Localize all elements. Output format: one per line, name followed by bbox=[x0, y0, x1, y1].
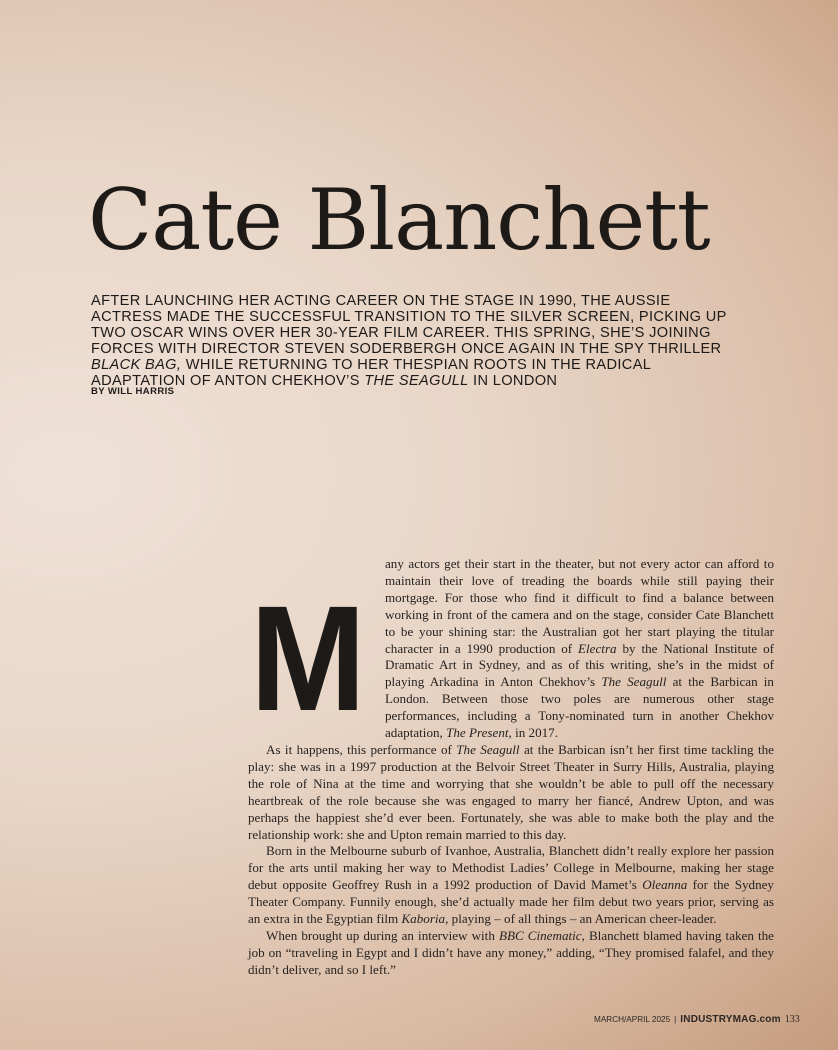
dek-play-title: THE SEAGULL bbox=[364, 373, 469, 389]
article-dek bbox=[91, 293, 731, 389]
dek-text-1: AFTER LAUNCHING HER ACTING CAREER ON THE STAGE IN 1990, THE AUSSIE ACTRESS MADE THE SUCCESSFUL TRANSITION TO THE SILVER SCREEN, PICKING UP TWO OSCAR WINS OVER HER 30-YEAR FILM CAREER. THIS SPRING, SHE’S JOINING FORCES WITH DIRECTOR STEVEN SODERBERGH ONCE AGAIN IN THE SPY THRILLER bbox=[91, 293, 727, 357]
article-body bbox=[248, 556, 774, 979]
footer-issue: MARCH/APRIL 2025 bbox=[594, 1015, 671, 1024]
page-number: 133 bbox=[784, 1014, 800, 1025]
dek-film-title: BLACK BAG, bbox=[91, 357, 182, 373]
footer-site-link[interactable]: INDUSTRYMAG.com bbox=[680, 1014, 781, 1025]
article-title: Cate Blanchett bbox=[88, 171, 710, 269]
footer-separator: | bbox=[674, 1015, 677, 1024]
body-paragraph-4: When brought up during an interview with BBC Cinematic, Blanchett blamed having taken the job on “traveling in Egypt and I didn’t have any money,” adding, “They promised falafel, and they didn’t deliver, and so I left.” bbox=[248, 927, 774, 977]
byline: BY WILL HARRIS bbox=[91, 386, 175, 397]
body-paragraph-3: Born in the Melbourne suburb of Ivanhoe, Australia, Blanchett didn’t really explore her passion for the arts until making her way to Methodist Ladies’ College in Melbourne, making her stage debut opposite Geoffrey Rush in a 1992 production of David Mamet’s Oleanna for the Sydney Theater Company. Funnily enough, she’d actually made her film debut two years prior, serving as an extra in the Egyptian film Kaboria, playing – of all things – an American cheer-leader. bbox=[248, 843, 774, 927]
page-footer bbox=[594, 1014, 800, 1025]
dek-text-3: IN LONDON bbox=[468, 373, 558, 389]
dek-text-2: WHILE RETURNING TO HER THESPIAN ROOTS IN THE RADICAL ADAPTATION OF ANTON CHEKHOV’S bbox=[91, 357, 651, 389]
body-paragraph-2: As it happens, this performance of The Seagull at the Barbican isn’t her first time tackling the play: she was in a 1997 production at the Belvoir Street Theater in Surry Hills, Australia, playing the role of Nina at the time and worrying that she wouldn’t be able to pull off the necessary heartbreak of the role because she was engaged to marry her fiancé, Andrew Upton, and was perhaps the happiest she’d ever been. Fortunately, she was able to make both the play and the relationship work: she and Upton remain married to this day. bbox=[248, 741, 774, 842]
drop-cap-letter: M bbox=[250, 575, 366, 710]
body-paragraph-1: any actors get their start in the theater, but not every actor can afford to maintain their love of treading the boards while still paying their mortgage. For those who find it difficult to find a balance between working in front of the camera and on the stage, consider Cate Blanchett to be your shining star: the Australian got her start playing the titular character in a 1990 production of Electra by the National Institute of Dramatic Art in Sydney, and as of this writing, she’s in the midst of playing Arkadina in Anton Chekhov’s The Seagull at the Barbican in London. Between those two poles are numerous other stage performances, including a Tony-nominated turn in another Chekhov adaptation, The Present, in 2017. bbox=[385, 556, 774, 741]
